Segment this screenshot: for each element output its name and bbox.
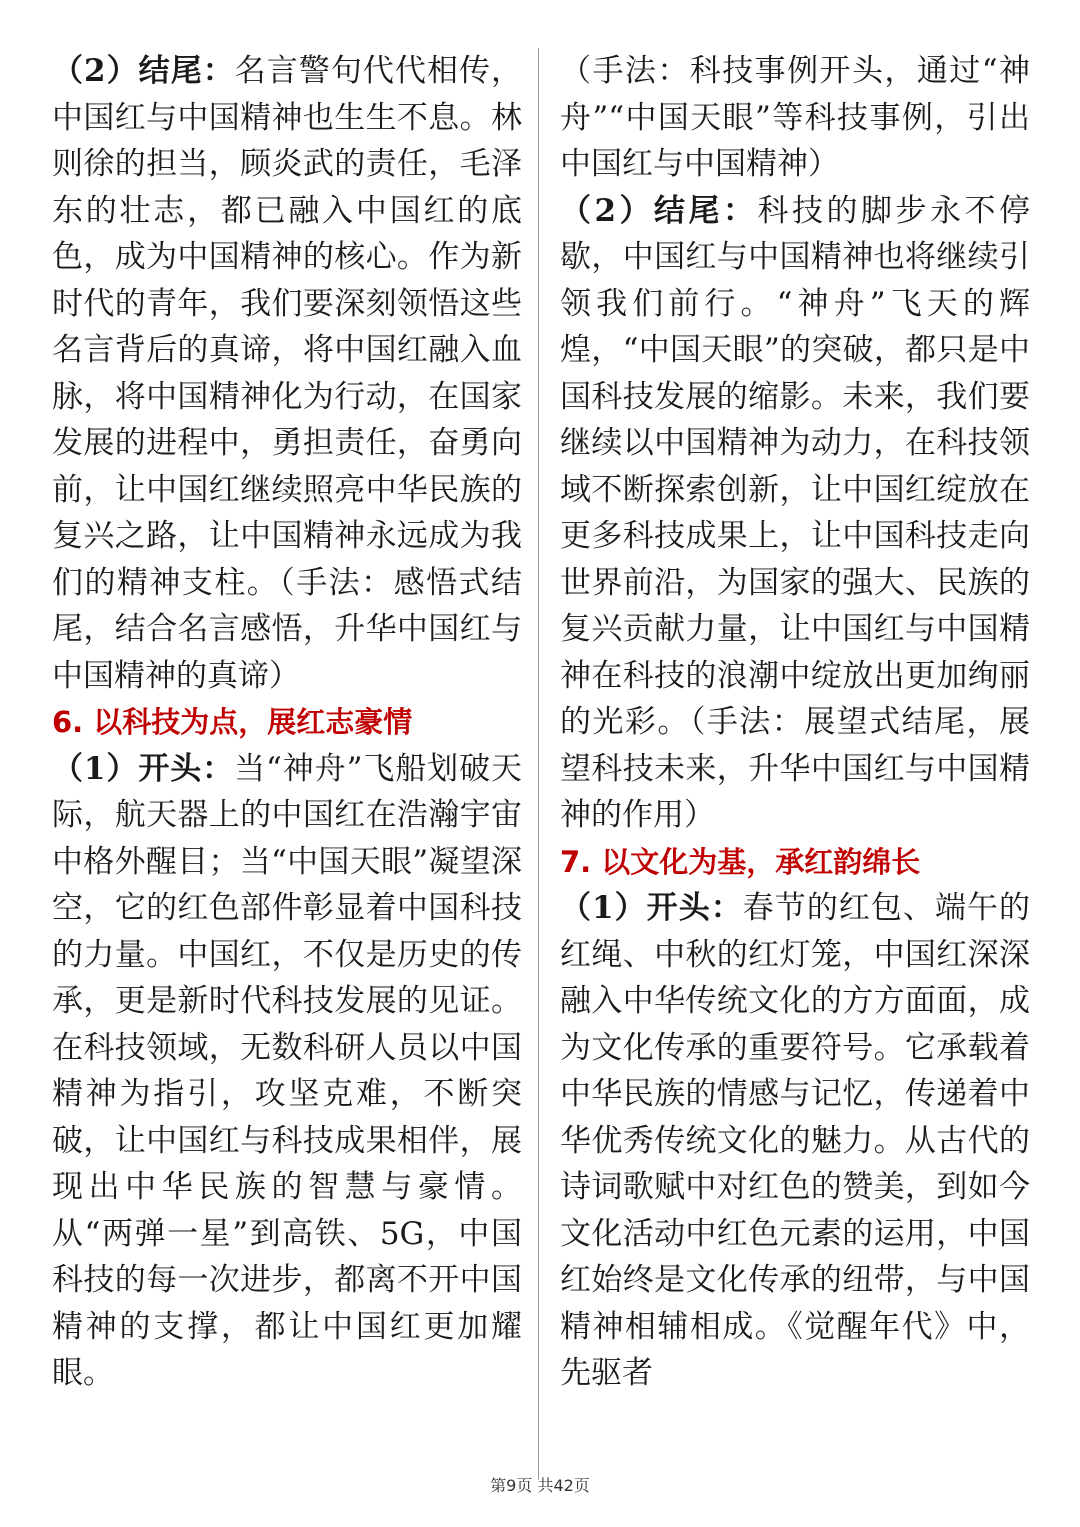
left-column xyxy=(52,48,522,1397)
paragraph-text: 春节的红包、端午的红绳、中秋的红灯笼，中国红深深融入中华传统文化的方方面面，成为文化传承的重要符号。它承载着中华民族的情感与记忆，传递着中华优秀传统文化的魅力。从古代的诗词歌赋中对红色的赞美，到如今文化活动中红色元素的运用，中国红始终是文化传承的纽带，与中国精神相辅相成。《觉醒年代》中，先驱者 xyxy=(560,890,1031,1391)
footer-prefix: 第 xyxy=(490,1476,507,1495)
paragraph-text: 科技的脚步永不停歇，中国红与中国精神也将继续引领我们前行。“神舟”飞天的辉煌，“中国天眼”的突破，都只是中国科技发展的缩影。未来，我们要继续以中国精神为动力，在科技领域不断探索创新，让中国红绽放在更多科技成果上，让中国科技走向世界前沿，为国家的强大、民族的复兴贡献力量，让中国红与中国精神在科技的浪潮中绽放出更加绚丽的光彩。（手法：展望式结尾，展望科技未来，升华中国红与中国精神的作用） xyxy=(560,192,1031,833)
paragraph-label: （1）开头： xyxy=(560,890,743,926)
paragraph-label: （2）结尾： xyxy=(52,53,235,89)
page-total: 42 xyxy=(553,1476,574,1495)
paragraph-text: 当“神舟”飞船划破天际，航天器上的中国红在浩瀚宇宙中格外醒目；当“中国天眼”凝望深空，它的红色部件彰显着中国科技的力量。中国红，不仅是历史的传承，更是新时代科技发展的见证。在科技领域，无数科研人员以中国精神为指引，攻坚克难，不断突破，让中国红与科技成果相伴，展现出中华民族的智慧与豪情。从“两弹一星”到高铁、5G，中国科技的每一次进步，都离不开中国精神的支撑，都让中国红更加耀眼。 xyxy=(52,750,522,1391)
paragraph-text: （手法：科技事例开头，通过“神舟”“中国天眼”等科技事例，引出中国红与中国精神） xyxy=(560,53,1030,182)
section-heading-6: 6. 以科技为点，展红志豪情 xyxy=(52,705,413,739)
section-heading-7: 7. 以文化为基，承红韵绵长 xyxy=(560,844,921,879)
paragraph-text: 名言警句代代相传，中国红与中国精神也生生不息。林则徐的担当，顾炎武的责任，毛泽东的壮志，都已融入中国红的底色，成为中国精神的核心。作为新时代的青年，我们要深刻领悟这些名言背后的真谛，将中国红融入血脉，将中国精神化为行动，在国家发展的进程中，勇担责任，奋勇向前，让中国红继续照亮中华民族的复兴之路，让中国精神永远成为我们的精神支柱。（手法：感悟式结尾，结合名言感悟，升华中国红与中国精神的真谛） xyxy=(52,53,523,694)
column-divider xyxy=(538,48,539,1480)
paragraph-ending-2 xyxy=(560,188,1030,839)
right-column xyxy=(560,48,1030,1397)
paragraph-label: （2）结尾： xyxy=(560,192,758,229)
page-footer xyxy=(0,1474,1080,1498)
paragraph-technique-note xyxy=(560,48,1030,188)
paragraph-opening-1 xyxy=(52,746,522,1397)
paragraph-ending-2 xyxy=(52,48,522,699)
paragraph-label: （1）开头： xyxy=(52,750,235,787)
footer-suffix: 页 xyxy=(573,1476,590,1495)
footer-middle: 页 共 xyxy=(516,1476,554,1495)
paragraph-opening-1 xyxy=(560,885,1030,1397)
page-number: 9 xyxy=(506,1476,517,1495)
